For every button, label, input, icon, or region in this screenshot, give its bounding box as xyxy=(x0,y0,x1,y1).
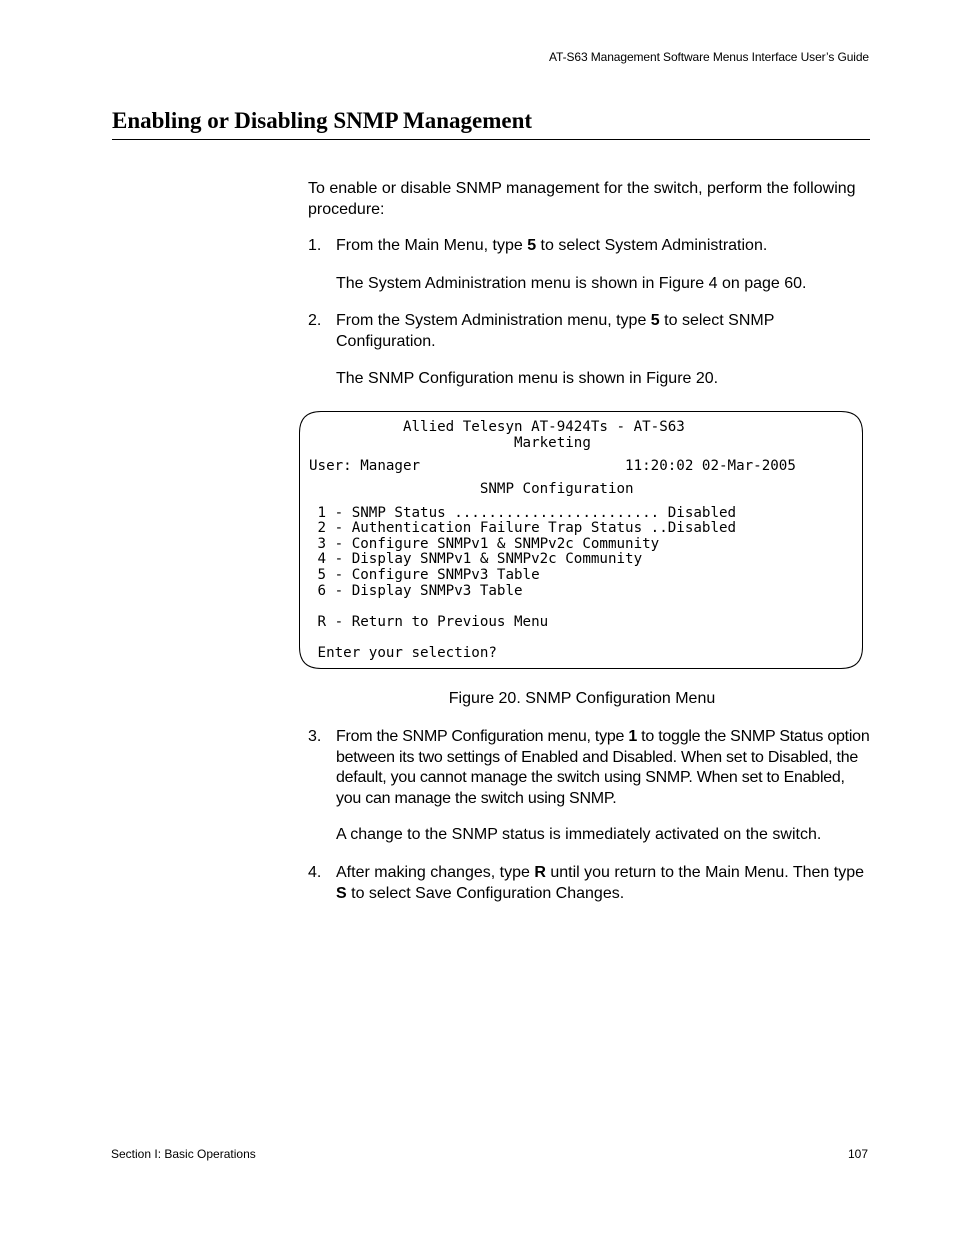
key-label: R xyxy=(534,864,546,881)
key-label: 5 xyxy=(650,312,660,329)
terminal-title-line: Allied Telesyn AT-9424Ts - AT-S63 xyxy=(309,419,685,435)
figure-caption: Figure 20. SNMP Configuration Menu xyxy=(448,690,716,707)
menu-item-configure-community: 3 - Configure SNMPv1 & SNMPv2c Community xyxy=(309,536,660,552)
key-label: 1 xyxy=(628,728,637,745)
menu-item-display-snmpv3: 6 - Display SNMPv3 Table xyxy=(309,583,523,599)
step-text xyxy=(336,311,870,352)
step-1 xyxy=(308,236,870,257)
step-text-part: From the SNMP Configuration menu, type xyxy=(336,728,629,745)
running-header: AT-S63 Management Software Menus Interface User’s Guide xyxy=(549,50,869,64)
page-number: 107 xyxy=(847,1147,868,1161)
footer-section: Section I: Basic Operations xyxy=(111,1147,256,1161)
terminal-user-line: User: Manager 11:20:02 02-Mar-2005 xyxy=(309,458,796,474)
step-2-note: The SNMP Configuration menu is shown in Figure 20. xyxy=(336,370,719,387)
menu-item-snmp-status: 1 - SNMP Status ........................ Disabled xyxy=(309,505,737,521)
step-number: 1. xyxy=(308,237,322,254)
key-label: S xyxy=(336,884,347,902)
terminal-menu-title: SNMP Configuration xyxy=(309,481,634,497)
step-text-part: After making changes, type xyxy=(336,864,535,881)
step-text-part: From the Main Menu, type xyxy=(336,237,528,254)
menu-item-display-community: 4 - Display SNMPv1 & SNMPv2c Community xyxy=(309,551,643,567)
menu-item-configure-snmpv3: 5 - Configure SNMPv3 Table xyxy=(309,567,540,583)
step-text-part: to select Save Configuration Changes. xyxy=(346,884,625,902)
step-text xyxy=(336,236,870,257)
terminal-prompt: Enter your selection? xyxy=(309,645,497,661)
step-text-part: to select System Administration. xyxy=(536,237,768,254)
step-3 xyxy=(308,727,870,809)
step-3-note: A change to the SNMP status is immediately activated on the switch. xyxy=(336,826,822,843)
step-text-part: to select SNMP Configuration. xyxy=(336,312,775,350)
terminal-location-line: Marketing xyxy=(309,435,591,451)
key-label: 5 xyxy=(527,237,537,254)
step-text-part: to toggle the SNMP Status option between its two settings of Enabled and Disabled. When set to Disabled, the default, you cannot manage the switch using SNMP. When set to Enabled, you can manage the switch using SNMP. xyxy=(336,728,870,807)
step-number: 2. xyxy=(308,312,322,329)
step-text xyxy=(336,727,870,809)
section-title: Enabling or Disabling SNMP Management xyxy=(112,108,870,140)
step-text-part: From the System Administration menu, type xyxy=(336,312,651,329)
step-text xyxy=(336,863,870,904)
step-2 xyxy=(308,311,870,352)
step-4 xyxy=(308,863,870,904)
step-text-part: until you return to the Main Menu. Then type xyxy=(545,864,864,881)
intro-paragraph: To enable or disable SNMP management for the switch, perform the following procedure: xyxy=(308,180,856,218)
step-number: 4. xyxy=(308,864,322,881)
menu-item-auth-trap-status: 2 - Authentication Failure Trap Status ..Disabled xyxy=(309,520,737,536)
step-number: 3. xyxy=(308,728,322,745)
snmp-configuration-terminal xyxy=(299,411,863,668)
step-1-note: The System Administration menu is shown in Figure 4 on page 60. xyxy=(336,275,807,292)
menu-item-return: R - Return to Previous Menu xyxy=(309,614,549,630)
